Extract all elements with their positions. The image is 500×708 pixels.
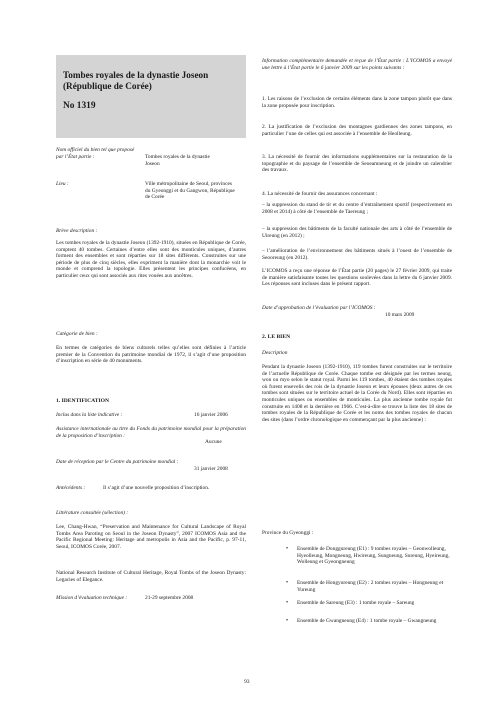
assistance-value: Aucune <box>205 439 222 445</box>
section-identification-heading: 1. IDENTIFICATION <box>56 398 110 404</box>
received-label: Date de réception par le Centre du patrimoine mondial : <box>56 459 179 465</box>
request-item-4c: – l’amélioration de l’environnement des bâtiments situés à l’ouest de l’ensemble de Seooreung (en 2012). <box>262 248 452 261</box>
literature-entry-2: National Research Institute of Cultural Heritage, Royal Tombs of the Joseon Dynasty: Legacies of Elegance. <box>56 570 246 583</box>
description-text: Pendant la dynastie Joseon (1392-1910), 119 tombes furent construites sur le territoire de l’actuelle République de Corée. Chaque tombe est désignée par les termes neung, won ou myo selon le statut royal. Parmi les 119 tombes, 40 étaient des tombes royales où furent ensevelis des rois de la dynastie Joseon et leurs épouses (deux autres de ces tombes sont situées sur le territoire actuel de la Corée du Nord). Elles sont réparties en monticules uniques ou ensembles de monticules. La plus ancienne tombe royale fut construite en 1408 et la dernière en 1966. C’est-à-dire se trouve la liste des 18 sites de tombes royales de la République de Corée et les noms des tombes royales de chacun des sites (dans l’ordre chronologique en commençant par la plus ancienne) : <box>262 364 452 423</box>
tentative-list-label: Inclus dans la liste indicative : <box>56 412 123 418</box>
history-value: Il s’agit d’une nouvelle proposition d’inscription. <box>103 485 210 491</box>
approval-label: Date d’approbation de l’évaluation par l’ICOMOS : <box>262 305 376 311</box>
bullet-icon: • <box>286 546 289 552</box>
request-item-4: 4. La nécessité de fournir des assurances concernant : <box>262 191 378 197</box>
page-number: 93 <box>244 679 250 685</box>
official-name-label: Nom officiel du bien tel que proposé par l’État partie : <box>56 147 135 160</box>
request-item-4b: – la suppression des bâtiments de la faculté nationale des arts à côté de l’ensemble de Uireung (en 2012) ; <box>262 226 452 239</box>
tentative-list-value: 16 janvier 2006 <box>194 412 228 418</box>
province-label: Province du Gyeonggi : <box>262 530 314 536</box>
location-label: Lieu : <box>56 181 69 187</box>
bullet-icon: • <box>286 618 289 624</box>
brief-description-label: Brève description : <box>56 228 98 234</box>
request-item-4a: – la suppression du stand de tir et du centre d’entraînement sportif (respectivement en 2008 et 2014) à côté de l’ensemble de Taereung ; <box>262 202 452 215</box>
literature-entry-1: Lee, Chang-Hwan, “Preservation and Maintenance for Cultural Landscape of Royal Tombs Area Paroting on Seoul in the Joseon Dynasty”, 2007 ICOMOS Asia and the Pacific Regional Meeting: Heritage and metropolis in Asia and the Pacific, p. 97-11, Seoul, ICOMOS Corée, 2007. <box>56 524 246 550</box>
additional-info-intro: Information complémentaire demandée et reçue de l’État partie : L’ICOMOS a envoyé une lettre à l’État partie le 6 janvier 2009 sur les points suivants : <box>262 58 452 71</box>
bullet-icon: • <box>286 600 289 606</box>
request-item-2: 2. La justification de l’exclusion des montagnes gardiennes des zones tampons, en particulier l’une de celles qui est associée à l’ensemble de Heolleung. <box>262 124 452 137</box>
reply-paragraph: L’ICOMOS a reçu une réponse de l’État partie (20 pages) le 27 février 2009, qui traite de manière satisfaisante toutes les questions soulevées dans la lettre du 6 janvier 2009. Les réponses sont incluses dans le présent rapport. <box>262 268 452 288</box>
assistance-label: Assistance internationale au titre du Fonds du patrimoine mondial pour la préparation de la proposition d’inscription : <box>56 426 246 439</box>
category-label: Catégorie de bien : <box>56 331 98 337</box>
request-item-1: 1. Les raisons de l’exclusion de certains éléments dans la zone tampon plutôt que dans la zone proposée pour inscription. <box>262 96 452 109</box>
approval-value: 10 mars 2009 <box>385 312 415 318</box>
received-value: 31 janvier 2008 <box>194 466 228 472</box>
page-title: Tombes royales de la dynastie Joseon (République de Corée) <box>63 70 209 91</box>
literature-label: Littérature consultée (sélection) : <box>56 510 129 516</box>
nomination-number: No 1319 <box>63 101 96 111</box>
official-name-value: Tombes royales de la dynastie Joseon <box>145 154 210 167</box>
brief-description-text: Les tombes royales de la dynastie Joseon (1392-1910), situées en République de Corée, comptent 40 tombes. Certaines d’entre elles sont des monticules uniques, d’autres forment des ensembles et sont réparties sur 18 sites différents. Construites sur une période de plus de cinq siècles, elles expriment la manière dont la monarchie voit le monde et comprend la topologie. Elles présentent les principes confucéens, en particulier ceux qui sont associés aux rites vouées aux ancêtres. <box>56 240 246 279</box>
list-item: • Ensemble de Donggureung (E1) : 9 tombes royales – Geonwolleung, Hyeolleung, Mongneung, Hwireung, Sungneung, Sureung, Hyeireung, Wolleung et Gyeongneung <box>286 546 450 566</box>
list-item: • Ensemble de Gwangneung (E4) : 1 tombe royale – Gwangneung <box>286 618 437 624</box>
section-property-heading: 2. LE BIEN <box>262 334 291 340</box>
list-item: • Ensemble de Sareung (E3) : 1 tombe royale – Sareung <box>286 600 415 606</box>
mission-label: Mission d’évaluation technique : <box>56 595 128 601</box>
title-box <box>56 55 246 138</box>
history-label: Antécédents : <box>56 485 86 491</box>
location-value: Ville métropolitaine de Seoul, provinces du Gyeonggi et du Gangwon, République de Corée <box>145 181 235 201</box>
request-item-3: 3. La nécessité de fournir des informations supplémentaires sur la restauration de la topographie et du paysage de l’ensemble de Seoeamneung et de joindre un calendrier des travaux. <box>262 154 452 174</box>
list-item: • Ensemble de Hongyureung (E2) : 2 tombes royales – Hongneung et Yureung <box>286 580 444 593</box>
mission-value: 21-29 septembre 2008 <box>145 595 194 601</box>
description-label: Description <box>262 350 288 356</box>
bullet-icon: • <box>286 580 289 586</box>
category-text: En termes de catégories de biens culturels telles qu’elles sont définies à l’article premier de la Convention du patrimoine mondial de 1972, il s’agit d’une proposition d’inscription en série de 40 monuments. <box>56 345 246 365</box>
